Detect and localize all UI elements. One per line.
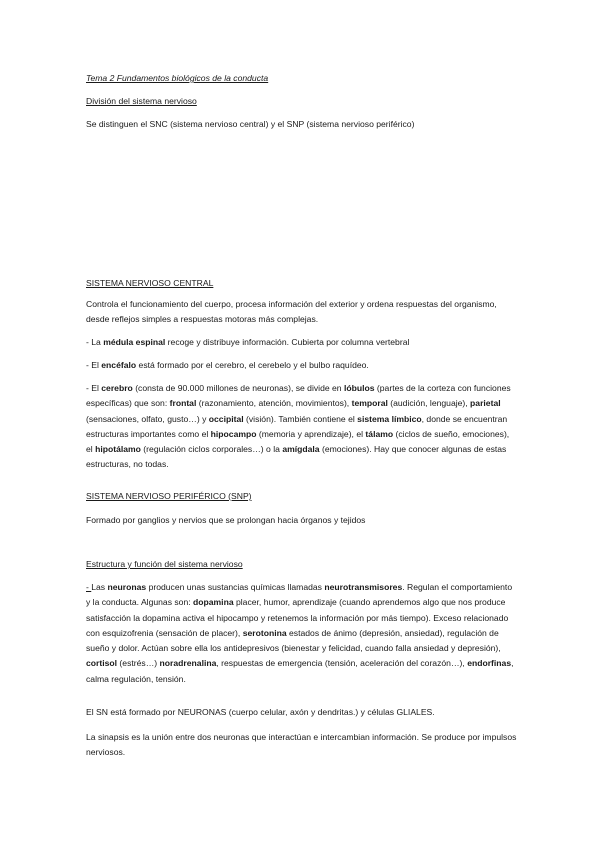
text: (estrés…) [117,658,160,669]
term-parietal: parietal [470,398,501,409]
term-lobulos: lóbulos [343,383,375,393]
text: (razonamiento, atención, movimientos), [196,398,352,409]
paragraph-controla: Controla el funcionamiento del cuerpo, procesa información del exterior y ordena respuestas del organismo, desde reflejos simples a respuestas motoras más complejas. [86,299,497,325]
term-encefalo: encéfalo [101,360,137,370]
text: placer, humor, aprendizaje (cuando aprendemos algo que nos produce satisfacción la dopamina activa el hipocampo y retenemos la información por más tiempo). Exceso relacionado con esquizofrenia (sensación de placer), [86,597,509,638]
text: producen unas sustancias químicas llamadas [146,582,325,592]
heading-division: División del sistema nervioso [86,96,197,106]
term-occipital: occipital [208,413,244,424]
text: recoge y distribuye información. Cubierta por columna vertebral [165,337,410,347]
paragraph-cerebro [86,381,518,473]
term-temporal: temporal [351,398,388,409]
paragraph-sn: El SN está formado por NEURONAS (cuerpo celular, axón y dendritas.) y células GLIALES. [86,707,435,717]
term-noradrenalina: noradrenalina [159,658,217,669]
term-endorfinas: endorfinas [467,658,512,669]
text: - [86,582,92,592]
text: (audición, lenguaje), [387,398,471,409]
text: (emociones). Hay que conocer algunas de estas estructuras, no todas. [86,444,507,470]
text: . Regulan el comportamiento y la conducta. Algunas son: [86,582,513,608]
text: , calma regulación, tensión. [86,658,514,684]
term-sistema-limbico: sistema límbico [357,413,422,424]
term-amigdala: amígdala [282,444,320,455]
text: (partes de la corteza con funciones específicas) que son: [86,383,511,409]
paragraph-ganglios: Formado por ganglios y nervios que se prolongan hacia órganos y tejidos [86,515,366,525]
text: está formado por el cerebro, el cerebelo y el bulbo raquídeo. [136,360,369,370]
text: , donde se encuentran estructuras importantes como el [86,413,508,439]
text: (regulación ciclos corporales…) o la [140,444,283,455]
paragraph-encefalo [86,358,518,373]
term-hipocampo: hipocampo [210,428,257,439]
heading-estructura: Estructura y función del sistema nervioso [86,559,243,569]
text: - El [86,383,102,393]
paragraph-medula [86,335,518,350]
term-cortisol: cortisol [86,658,118,669]
text: - La [86,337,104,347]
term-dopamina: dopamina [193,597,234,608]
term-frontal: frontal [169,398,197,409]
text: (sensaciones, olfato, gusto…) y [86,413,209,424]
paragraph-sinapsis: La sinapsis es la unión entre dos neuronas que interactúan e intercambian información. Se produce por impulsos nerviosos. [86,732,517,758]
heading-snc: SISTEMA NERVIOSO CENTRAL [86,278,214,288]
term-cerebro: cerebro [101,383,133,393]
text: (visión). También contiene el [243,413,358,424]
document-title: Tema 2 Fundamentos biológicos de la conducta [86,73,269,83]
text: estados de ánimo (depresión, ansiedad), regulación de sueño y dolor. Actúan sobre ella los antidepresivos (bienestar y felicidad, cuando falla ansiedad y depresión), [86,627,501,654]
text: (consta de 90.000 millones de neuronas), se divide en [132,383,344,393]
heading-snp: SISTEMA NERVIOSO PERIFÉRICO (SNP) [86,491,252,501]
term-talamo: tálamo [365,428,394,439]
text: - El [86,360,102,370]
term-serotonina: serotonina [242,627,287,638]
text: , respuestas de emergencia (tensión, aceleración del corazón…), [216,658,468,669]
term-hipotalamo: hipotálamo [95,444,141,455]
term-neurotransmisores: neurotransmisores [324,582,403,592]
term-neuronas: neuronas [107,582,147,592]
term-medula-espinal: médula espinal [103,337,166,347]
text: (memoria y aprendizaje), el [256,428,366,439]
text: (ciclos de sueño, emociones), el [86,428,510,455]
paragraph-distinguen: Se distinguen el SNC (sistema nervioso central) y el SNP (sistema nervioso periférico) [86,119,415,129]
text: Las [91,582,108,592]
paragraph-neuronas [86,580,518,687]
